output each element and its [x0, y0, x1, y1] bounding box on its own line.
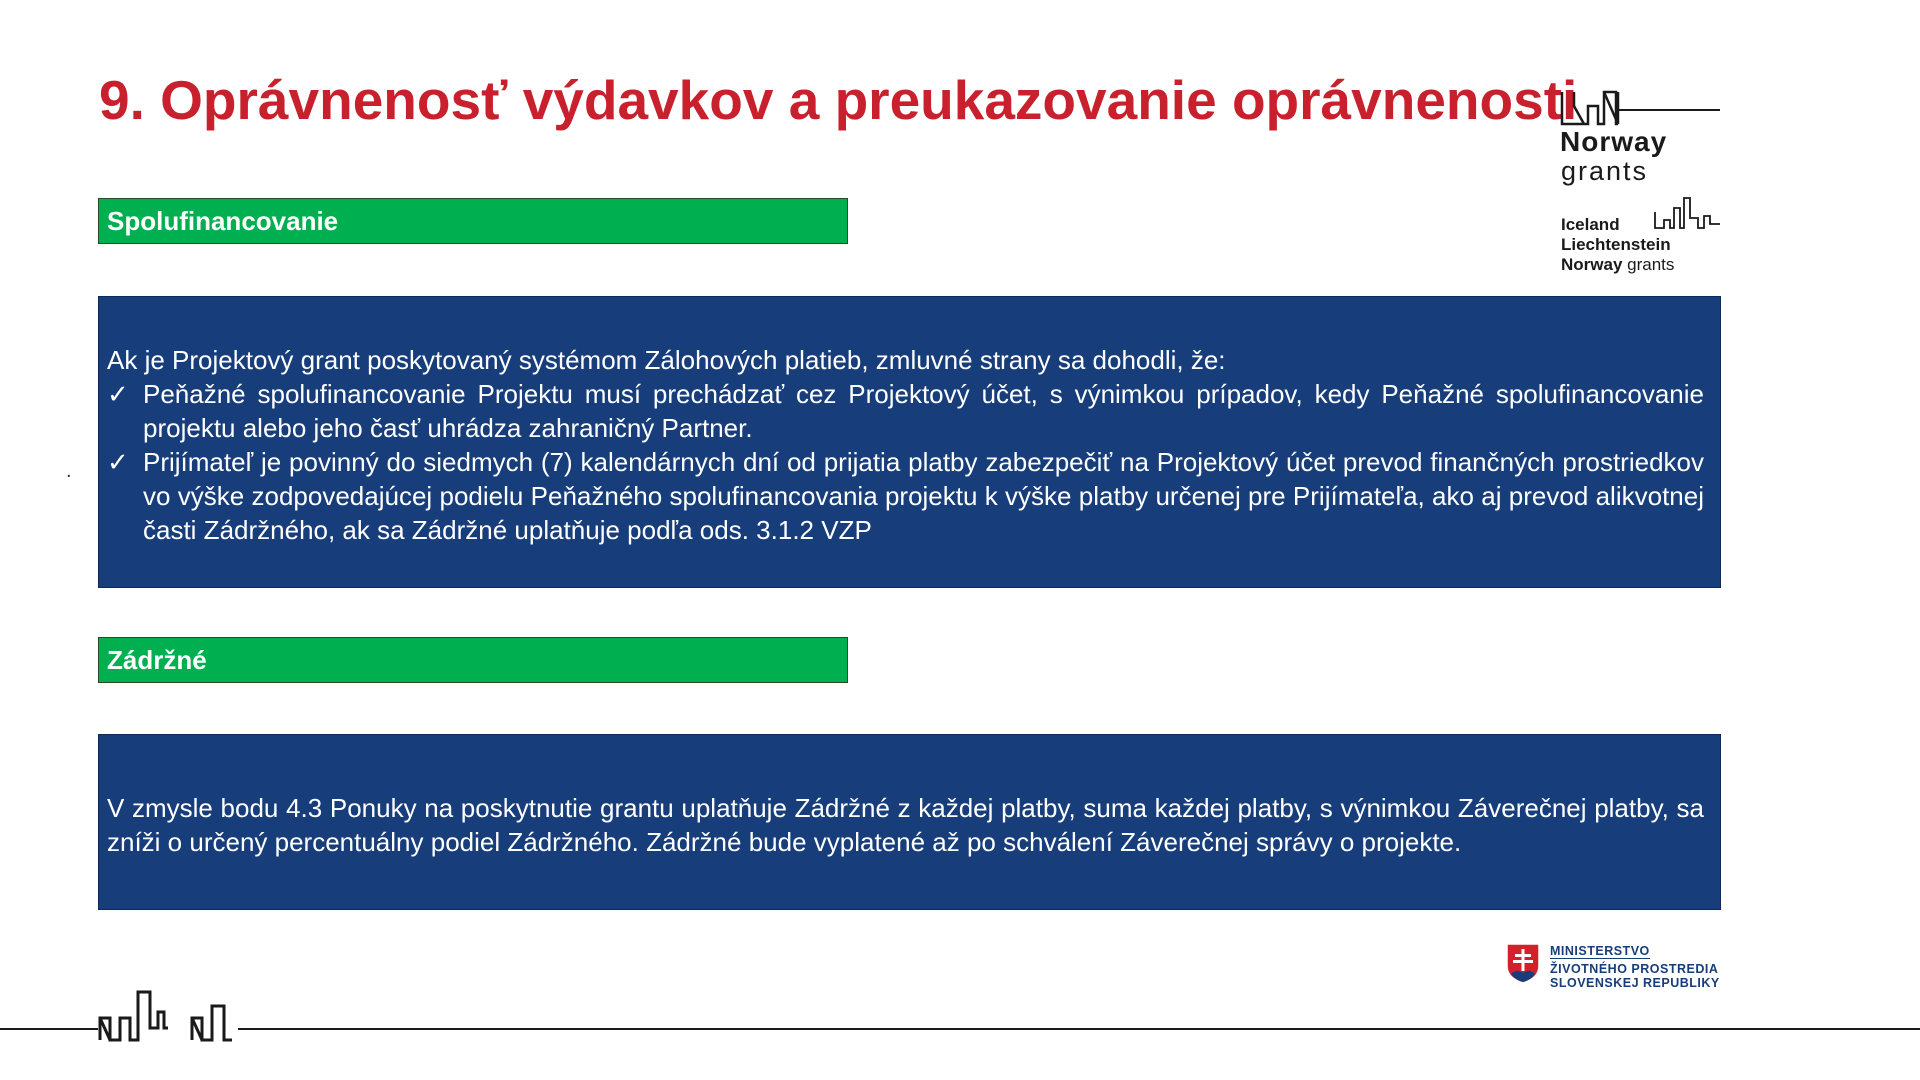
iln-line-iceland: Iceland [1561, 215, 1620, 234]
iln-grants-logo-icon [1654, 196, 1720, 232]
section-heading-zadrzne: Zádržné [98, 637, 848, 683]
checkmark-icon: ✓ [107, 379, 129, 409]
iln-line-norway-grants [1561, 255, 1674, 275]
norway-grants-title: Norway [1560, 126, 1668, 157]
list-item: ✓ Peňažné spolufinancovanie Projektu musí prechádzať cez Projektový účet, s výnimkou prípadov, kedy Peňažné spolufinancovanie projektu alebo jeho časť uhrádza zahraničný Partner. [107, 379, 1704, 443]
zadrzne-content-box [98, 734, 1721, 910]
iln-grants: grants [1622, 255, 1675, 274]
ministry-line-3: SLOVENSKEJ REPUBLIKY [1550, 976, 1720, 990]
iln-norway: Norway [1561, 255, 1623, 274]
footer-skyline-logo-icon [98, 988, 238, 1048]
spolufinancovanie-content-box [98, 296, 1721, 588]
ministry-line-1: MINISTERSTVO [1550, 944, 1650, 958]
footer-divider [0, 1028, 1920, 1030]
iln-line-liechtenstein: Liechtenstein [1561, 235, 1671, 254]
list-item: ✓ Prijímateľ je povinný do siedmych (7) kalendárnych dní od prijatia platby zabezpečiť na Projektový účet prevod finančných prostriedkov vo výške zodpovedajúcej podielu Peňažného spolufinancovania projektu k výške platby určenej pre Prijímateľa, ako aj prevod alikvotnej časti Zádržného, ak sa Zádržné uplatňuje podľa ods. 3.1.2 VZP [107, 447, 1704, 545]
spolufinancovanie-intro: Ak je Projektový grant poskytovaný systémom Zálohových platieb, zmluvné strany sa dohodli, že: [107, 345, 1226, 375]
norway-grants-subtitle: grants [1561, 156, 1649, 186]
stray-dot: . [66, 460, 72, 482]
spolufinancovanie-list [107, 377, 1704, 547]
section-heading-spolufinancovanie: Spolufinancovanie [98, 198, 848, 244]
ministry-line-2: ŽIVOTNÉHO PROSTREDIA [1550, 962, 1719, 976]
page-title: 9. Oprávnenosť výdavkov a preukazovanie oprávnenosti [99, 69, 1578, 131]
checkmark-icon: ✓ [107, 447, 129, 477]
zadrzne-text: V zmysle bodu 4.3 Ponuky na poskytnutie grantu uplatňuje Zádržné z každej platby, suma každej platby, s výnimkou Záverečnej platby, sa zníži o určený percentuálny podiel Zádržného. Zádržné bude vyplatené až po schválení Záverečnej správy o projekte. [107, 793, 1704, 857]
slovak-crest-icon [1505, 942, 1541, 984]
